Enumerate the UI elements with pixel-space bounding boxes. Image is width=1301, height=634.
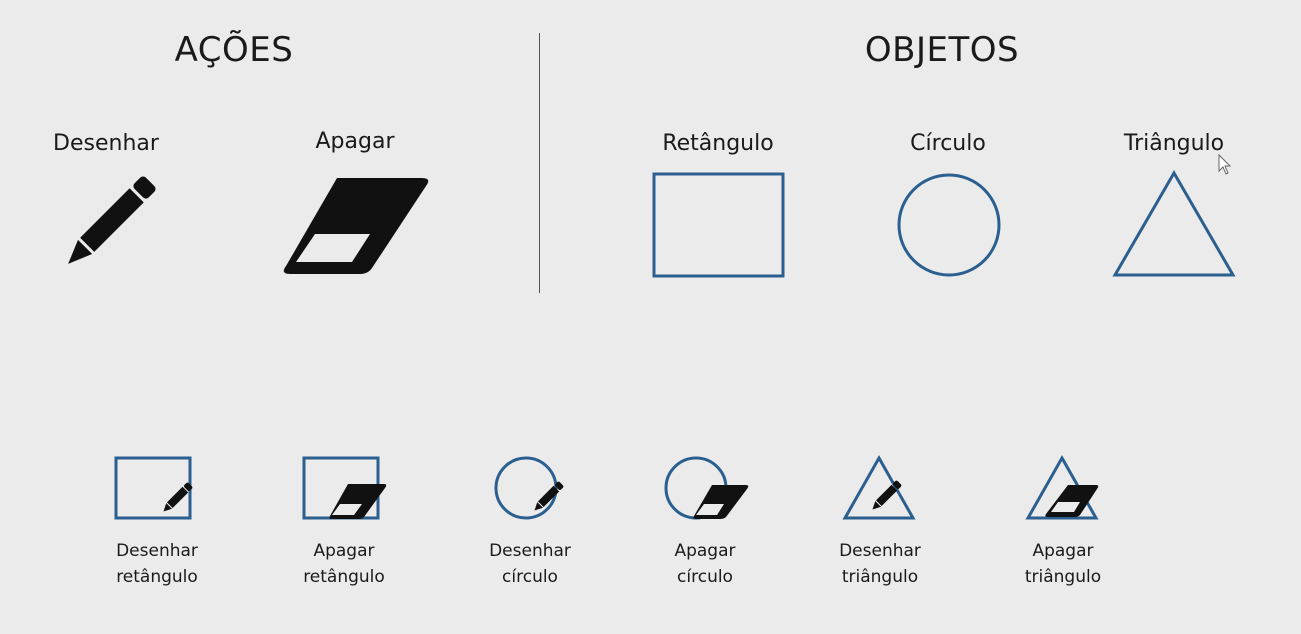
- combo-label-line2: círculo: [677, 567, 733, 587]
- draw-circle-icon: [492, 455, 572, 521]
- action-label-erase: Apagar: [315, 129, 395, 154]
- combo-label-line1: Desenhar: [839, 541, 921, 561]
- erase-rectangle-icon: [300, 455, 390, 521]
- actions-heading: AÇÕES: [174, 30, 294, 70]
- triangle-icon: [1112, 170, 1236, 278]
- combo-label-erase-circle: [635, 538, 775, 590]
- combo-label-line2: retângulo: [116, 567, 198, 587]
- section-divider: [539, 33, 540, 293]
- object-label-triangle: Triângulo: [1123, 131, 1225, 156]
- circle-icon: [896, 172, 1002, 278]
- objects-heading: OBJETOS: [864, 30, 1020, 70]
- draw-rectangle-icon: [112, 455, 202, 521]
- eraser-icon: [282, 176, 432, 276]
- erase-triangle-icon: [1024, 455, 1114, 521]
- combo-label-line2: triângulo: [841, 567, 919, 587]
- combo-label-line1: Desenhar: [116, 541, 198, 561]
- combo-label-line1: Desenhar: [489, 541, 571, 561]
- combo-label-line1: Apagar: [1032, 541, 1094, 561]
- combo-label-line1: Apagar: [313, 541, 375, 561]
- pencil-icon: [52, 170, 162, 280]
- combo-label-line1: Apagar: [674, 541, 736, 561]
- object-label-circle: Círculo: [910, 131, 986, 156]
- combo-label-draw-rectangle: [87, 538, 227, 590]
- erase-circle-icon: [662, 455, 752, 521]
- cursor-icon: [1218, 154, 1232, 176]
- combo-label-draw-triangle: [810, 538, 950, 590]
- combo-label-line2: retângulo: [303, 567, 385, 587]
- combo-label-erase-triangle: [993, 538, 1133, 590]
- action-label-draw: Desenhar: [53, 131, 159, 156]
- rectangle-icon: [652, 172, 786, 278]
- combo-label-erase-rectangle: [274, 538, 414, 590]
- combo-label-draw-circle: [460, 538, 600, 590]
- combo-label-line2: triângulo: [1024, 567, 1102, 587]
- draw-triangle-icon: [842, 455, 922, 521]
- combo-label-line2: círculo: [502, 567, 558, 587]
- object-label-rectangle: Retângulo: [662, 131, 774, 156]
